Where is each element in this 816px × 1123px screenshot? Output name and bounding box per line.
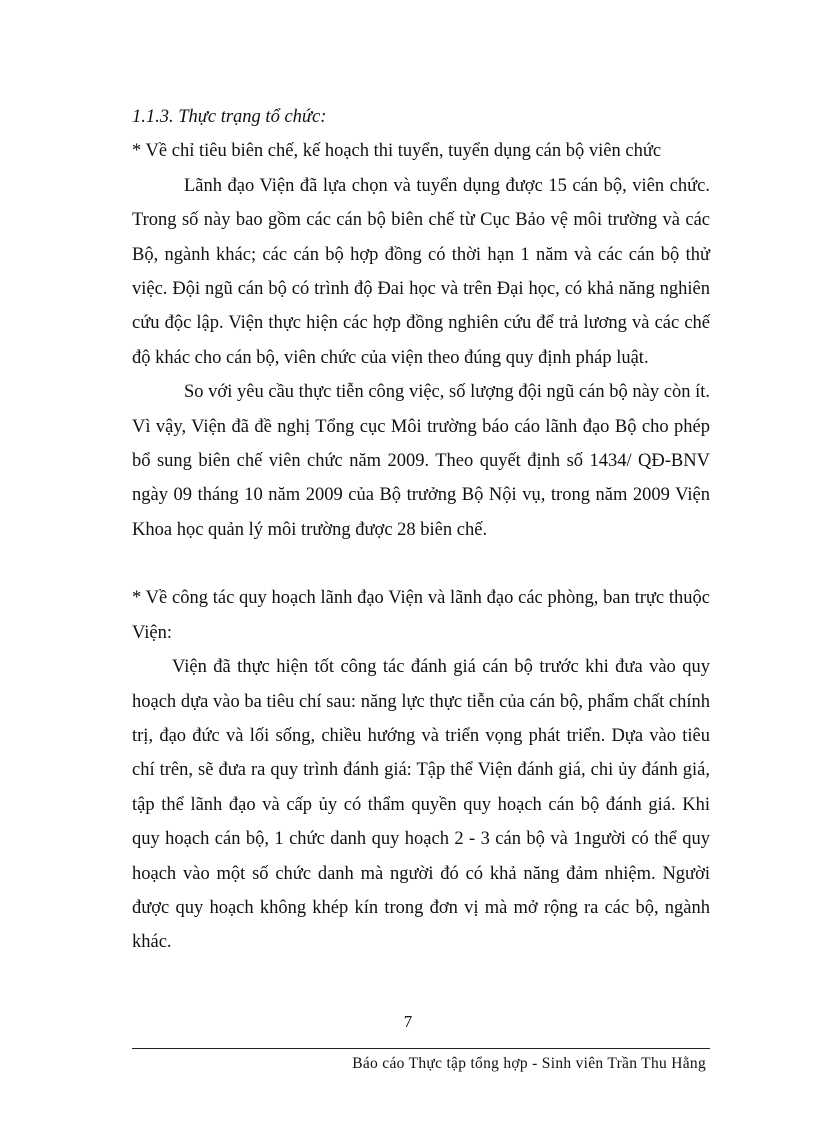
page-number: 7 — [403, 1012, 413, 1031]
footer-divider — [132, 1048, 710, 1049]
paragraph-gap — [132, 547, 710, 581]
section1-paragraph-2: So với yêu cầu thực tiễn công việc, số lượng đội ngũ cán bộ này còn ít. Vì vậy, Viện đã đề nghị Tổng cục Môi trường báo cáo lãnh đạo Bộ cho phép bổ sung biên chế viên chức năm 2009. Theo quyết định số 1434/ QĐ-BNV ngày 09 tháng 10 năm 2009 của Bộ trưởng Bộ Nội vụ, trong năm 2009 Viện Khoa học quản lý môi trường được 28 biên chế. — [132, 382, 710, 540]
page-body — [132, 100, 710, 960]
footer-text: Báo cáo Thực tập tổng hợp - Sinh viên Trần Thu Hằng — [352, 1055, 706, 1072]
section2-title: * Về công tác quy hoạch lãnh đạo Viện và lãnh đạo các phòng, ban trực thuộc Viện: — [132, 588, 710, 643]
section1-title: * Về chỉ tiêu biên chế, kế hoạch thi tuyển, tuyển dụng cán bộ viên chức — [132, 141, 662, 162]
section2-paragraph-1: Viện đã thực hiện tốt công tác đánh giá cán bộ trước khi đưa vào quy hoạch dựa vào ba tiêu chí sau: năng lực thực tiễn của cán bộ, phẩm chất chính trị, đạo đức và lối sống, chiều hướng và triển vọng phát triển. Dựa vào tiêu chí trên, sẽ đưa ra quy trình đánh giá: Tập thể Viện đánh giá, chi ủy đánh giá, tập thể lãnh đạo và cấp ủy có thẩm quyền quy hoạch cán bộ đánh giá. Khi quy hoạch cán bộ, 1 chức danh quy hoạch 2 - 3 cán bộ và 1người có thể quy hoạch vào một số chức danh mà người đó có khả năng đảm nhiệm. Người được quy hoạch không khép kín trong đơn vị mà mở rộng ra các bộ, ngành khác. — [132, 657, 710, 953]
section-heading: 1.1.3. Thực trạng tổ chức: — [132, 107, 327, 127]
section1-paragraph-1: Lãnh đạo Viện đã lựa chọn và tuyển dụng được 15 cán bộ, viên chức. Trong số này bao gồm các cán bộ biên chế từ Cục Bảo vệ môi trường và các Bộ, ngành khác; các cán bộ hợp đồng có thời hạn 1 năm và các cán bộ thử việc. Đội ngũ cán bộ có trình độ Đai học và trên Đại học, có khả năng nghiên cứu độc lập. Viện thực hiện các hợp đồng nghiên cứu để trả lương và các chế độ khác cho cán bộ, viên chức của viện theo đúng quy định pháp luật. — [132, 175, 710, 368]
